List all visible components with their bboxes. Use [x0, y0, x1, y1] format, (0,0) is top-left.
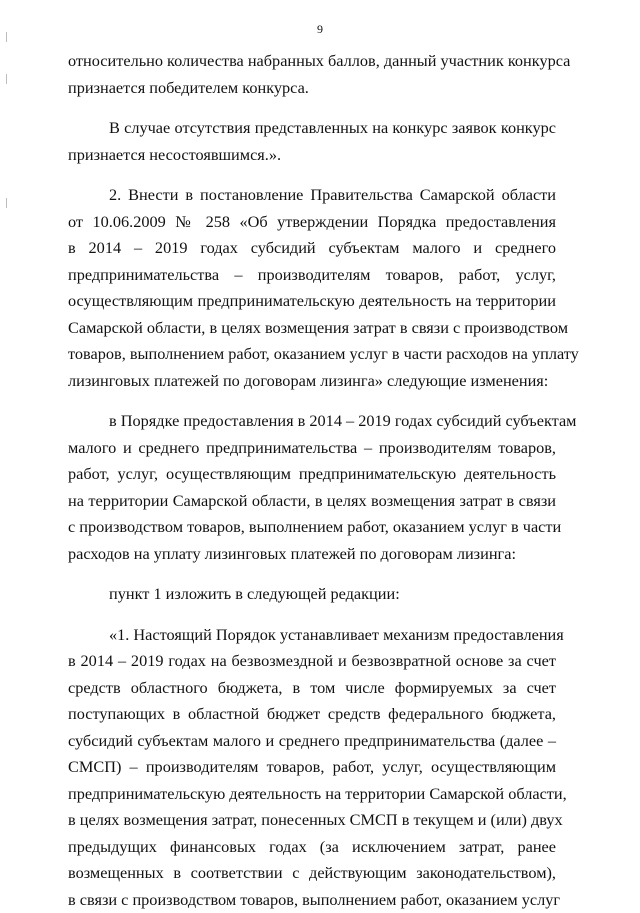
text-line: в целях возмещения затрат, понесенных СМСП в текущем и (или) двух: [68, 807, 556, 834]
text-line: с производством товаров, выполнением работ, оказанием услуг в части: [68, 514, 556, 541]
text-line: лизинговых платежей по договорам лизинга» следующие изменения:: [68, 368, 556, 395]
paragraph: [68, 48, 556, 101]
text-line: малого и среднего предпринимательства – производителям товаров,: [68, 435, 556, 462]
text-line: предпринимательскую деятельность на территории Самарской области,: [68, 781, 556, 808]
text-line: в Порядке предоставления в 2014 – 2019 годах субсидий субъектам: [68, 408, 556, 435]
text-line: «1. Настоящий Порядок устанавливает механизм предоставления: [68, 622, 556, 649]
page-number: 9: [0, 22, 640, 37]
text-line: работ, услуг, осуществляющим предпринимательскую деятельность: [68, 461, 556, 488]
text-line: поступающих в областной бюджет средств федерального бюджета,: [68, 701, 556, 728]
text-line: признается несостоявшимся.».: [68, 142, 556, 169]
text-line: в 2014 – 2019 годах на безвозмездной и безвозвратной основе за счет: [68, 648, 556, 675]
paragraph: [68, 182, 556, 394]
paragraph: [68, 622, 556, 913]
scan-edge-mark: [6, 74, 7, 84]
text-line: 2. Внести в постановление Правительства Самарской области: [68, 182, 556, 209]
text-line: предыдущих финансовых годах (за исключением затрат, ранее: [68, 834, 556, 861]
document-body: [68, 48, 556, 913]
text-line: в связи с производством товаров, выполнением работ, оказанием услуг: [68, 887, 556, 913]
text-line: Самарской области, в целях возмещения затрат в связи с производством: [68, 315, 556, 342]
text-line: относительно количества набранных баллов, данный участник конкурса: [68, 48, 556, 75]
paragraph: [68, 581, 556, 608]
text-line: признается победителем конкурса.: [68, 75, 556, 102]
text-line: от 10.06.2009 № 258 «Об утверждении Порядка предоставления: [68, 209, 556, 236]
paragraph: [68, 408, 556, 567]
text-line: в 2014 – 2019 годах субсидий субъектам малого и среднего: [68, 235, 556, 262]
paragraph: [68, 115, 556, 168]
text-line: средств областного бюджета, в том числе формируемых за счет: [68, 675, 556, 702]
text-line: расходов на уплату лизинговых платежей по договорам лизинга:: [68, 541, 556, 568]
text-line: субсидий субъектам малого и среднего предпринимательства (далее –: [68, 728, 556, 755]
text-line: СМСП) – производителям товаров, работ, услуг, осуществляющим: [68, 754, 556, 781]
text-line: возмещенных в соответствии с действующим законодательством),: [68, 860, 556, 887]
text-line: товаров, выполнением работ, оказанием услуг в части расходов на уплату: [68, 341, 556, 368]
text-line: осуществляющим предпринимательскую деятельность на территории: [68, 288, 556, 315]
scan-edge-mark: [6, 198, 7, 208]
text-line: пункт 1 изложить в следующей редакции:: [68, 581, 556, 608]
text-line: предпринимательства – производителям товаров, работ, услуг,: [68, 262, 556, 289]
text-line: на территории Самарской области, в целях возмещения затрат в связи: [68, 488, 556, 515]
text-line: В случае отсутствия представленных на конкурс заявок конкурс: [68, 115, 556, 142]
